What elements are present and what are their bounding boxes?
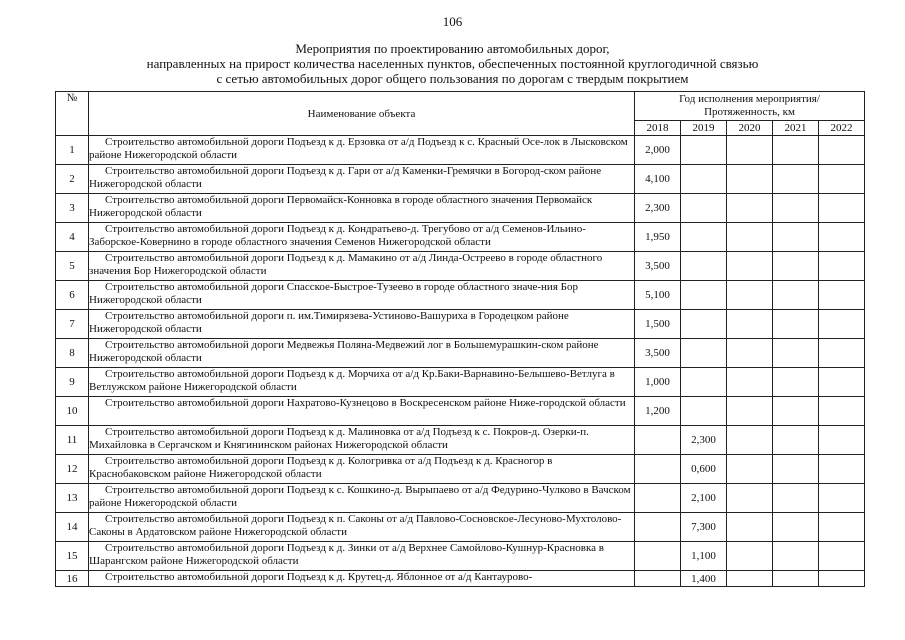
row-year-value: [773, 513, 819, 542]
row-year-value: [635, 455, 681, 484]
row-year-value: 3,500: [635, 339, 681, 368]
table-row: [56, 368, 865, 397]
header-object-name: Наименование объекта: [89, 92, 635, 136]
table-row: [56, 426, 865, 455]
row-year-value: 2,300: [681, 426, 727, 455]
row-year-value: 5,100: [635, 281, 681, 310]
row-year-value: [727, 281, 773, 310]
row-year-value: [727, 165, 773, 194]
row-object-name: Строительство автомобильной дороги Подъезд к д. Ерзовка от а/д Подъезд к с. Красный Осе-лок в Лысковском районе Нижегородской области: [89, 136, 635, 165]
row-year-value: [773, 571, 819, 587]
row-year-value: [635, 426, 681, 455]
table-row: [56, 542, 865, 571]
row-year-value: [727, 339, 773, 368]
row-year-value: [819, 339, 865, 368]
row-number: 1: [56, 136, 89, 165]
row-year-value: [727, 513, 773, 542]
row-number: 14: [56, 513, 89, 542]
row-year-value: [681, 252, 727, 281]
row-year-value: [727, 397, 773, 426]
row-number: 15: [56, 542, 89, 571]
row-number: 9: [56, 368, 89, 397]
row-year-value: [681, 339, 727, 368]
row-year-value: [727, 252, 773, 281]
row-year-value: [773, 252, 819, 281]
row-object-name: Строительство автомобильной дороги Спасское-Быстрое-Тузеево в городе областного значе-ния Бор Нижегородской области: [89, 281, 635, 310]
row-year-value: [819, 136, 865, 165]
row-year-value: 1,200: [635, 397, 681, 426]
row-number: 12: [56, 455, 89, 484]
row-year-value: [681, 397, 727, 426]
row-year-value: [819, 571, 865, 587]
row-year-value: [681, 281, 727, 310]
table-row: [56, 136, 865, 165]
row-object-name: Строительство автомобильной дороги Подъезд к д. Кологривка от а/д Подъезд к д. Красногор в Краснобаковском районе Нижегородской области: [89, 455, 635, 484]
row-year-value: [727, 542, 773, 571]
roads-table: [55, 91, 865, 587]
row-year-value: [681, 165, 727, 194]
row-object-name: Строительство автомобильной дороги Подъезд к д. Малиновка от а/д Подъезд к с. Покров-д. Озерки-п. Михайловка в Сергачском и Княгининском районах Нижегородской области: [89, 426, 635, 455]
row-year-value: [819, 484, 865, 513]
row-year-value: [819, 281, 865, 310]
title-line-2: направленных на прирост количества населенных пунктов, обеспеченных постоянной круглогодичной связью: [146, 56, 759, 71]
row-year-value: [727, 136, 773, 165]
row-number: 7: [56, 310, 89, 339]
header-year-line-1: Год исполнения мероприятия/: [679, 93, 820, 105]
row-object-name: Строительство автомобильной дороги Подъезд к п. Саконы от а/д Павлово-Сосновское-Лесуново-Мухтолово-Саконы в Ардатовском районе Нижегородской области: [89, 513, 635, 542]
row-year-value: [635, 542, 681, 571]
row-year-value: [727, 223, 773, 252]
row-year-value: [727, 426, 773, 455]
table-row: [56, 397, 865, 426]
row-year-value: [819, 542, 865, 571]
row-year-value: [819, 223, 865, 252]
row-year-value: [773, 339, 819, 368]
row-year-value: [727, 571, 773, 587]
row-number: 5: [56, 252, 89, 281]
page-number: 106: [442, 14, 463, 29]
row-year-value: [727, 310, 773, 339]
row-number: 2: [56, 165, 89, 194]
table-row: [56, 281, 865, 310]
row-object-name: Строительство автомобильной дороги Подъезд к с. Кошкино-д. Вырыпаево от а/д Федурино-Чулково в Вачском районе Нижегородской области: [89, 484, 635, 513]
row-year-value: [727, 484, 773, 513]
row-year-value: [773, 484, 819, 513]
table-row: [56, 194, 865, 223]
row-object-name: Строительство автомобильной дороги Подъезд к д. Кондратьево-д. Трегубово от а/д Семенов-Ильино-Заборское-Ковернино в городе областного значения Семенов Нижегородской области: [89, 223, 635, 252]
row-year-value: [819, 252, 865, 281]
header-year: 2021: [773, 121, 819, 136]
row-year-value: [773, 310, 819, 339]
row-year-value: [819, 426, 865, 455]
row-year-value: [727, 194, 773, 223]
row-object-name: Строительство автомобильной дороги Подъезд к д. Морчиха от а/д Кр.Баки-Варнавино-Белышево-Ветлуга в Ветлужском районе Нижегородской области: [89, 368, 635, 397]
row-year-value: [773, 223, 819, 252]
row-year-value: [773, 455, 819, 484]
row-object-name: Строительство автомобильной дороги Подъезд к д. Крутец-д. Яблонное от а/д Кантаурово-: [89, 571, 635, 587]
header-year: 2019: [681, 121, 727, 136]
row-number: 13: [56, 484, 89, 513]
row-year-value: 3,500: [635, 252, 681, 281]
header-year: 2022: [819, 121, 865, 136]
row-object-name: Строительство автомобильной дороги Медвежья Поляна-Медвежий лог в Большемурашкин-ском районе Нижегородской области: [89, 339, 635, 368]
title-line-1: Мероприятия по проектированию автомобильных дорог,: [295, 41, 610, 56]
row-object-name: Строительство автомобильной дороги Подъезд к д. Мамакино от а/д Линда-Остреево в городе областного значения Бор Нижегородской области: [89, 252, 635, 281]
row-number: 8: [56, 339, 89, 368]
table-row: [56, 484, 865, 513]
row-year-value: 2,300: [635, 194, 681, 223]
table-row: [56, 339, 865, 368]
row-number: 11: [56, 426, 89, 455]
row-year-value: [773, 426, 819, 455]
row-year-value: 1,950: [635, 223, 681, 252]
header-year-line-2: Протяженность, км: [704, 106, 795, 118]
row-object-name: Строительство автомобильной дороги п. им.Тимирязева-Устиново-Вашуриха в Городецком районе Нижегородской области: [89, 310, 635, 339]
row-object-name: Строительство автомобильной дороги Первомайск-Конновка в городе областного значения Первомайск Нижегородской области: [89, 194, 635, 223]
row-year-value: [819, 165, 865, 194]
row-object-name: Строительство автомобильной дороги Нахратово-Кузнецово в Воскресенском районе Ниже-городской области: [89, 397, 635, 426]
table-row: [56, 165, 865, 194]
row-year-value: [681, 194, 727, 223]
row-year-value: [819, 455, 865, 484]
row-year-value: [635, 484, 681, 513]
table-row: [56, 252, 865, 281]
row-year-value: [773, 165, 819, 194]
row-year-value: [635, 513, 681, 542]
row-year-value: [819, 194, 865, 223]
row-object-name: Строительство автомобильной дороги Подъезд к д. Гари от а/д Каменки-Гремячки в Богород-ском районе Нижегородской области: [89, 165, 635, 194]
row-year-value: 1,400: [681, 571, 727, 587]
header-number: №: [56, 92, 89, 136]
row-year-value: 0,600: [681, 455, 727, 484]
title-line-3: с сетью автомобильных дорог общего пользования по дорогам с твердым покрытием: [216, 71, 689, 86]
table-row: [56, 455, 865, 484]
row-number: 4: [56, 223, 89, 252]
row-year-value: [819, 513, 865, 542]
row-year-value: [635, 571, 681, 587]
table-row: [56, 571, 865, 587]
table-row: [56, 223, 865, 252]
row-year-value: [819, 397, 865, 426]
table-row: [56, 513, 865, 542]
row-year-value: [681, 310, 727, 339]
row-number: 10: [56, 397, 89, 426]
row-year-value: [773, 397, 819, 426]
row-year-value: 1,100: [681, 542, 727, 571]
row-number: 16: [56, 571, 89, 587]
row-year-value: [681, 136, 727, 165]
row-year-value: [773, 194, 819, 223]
table-body: [56, 136, 865, 587]
row-year-value: [727, 455, 773, 484]
row-year-value: 2,100: [681, 484, 727, 513]
row-year-value: [681, 368, 727, 397]
row-year-value: [819, 368, 865, 397]
row-year-value: 2,000: [635, 136, 681, 165]
header-year-length: [635, 92, 865, 121]
document-title: [0, 41, 905, 86]
row-year-value: [773, 136, 819, 165]
row-year-value: 1,000: [635, 368, 681, 397]
row-year-value: [773, 542, 819, 571]
row-year-value: [773, 281, 819, 310]
row-year-value: [681, 223, 727, 252]
row-year-value: 1,500: [635, 310, 681, 339]
row-number: 6: [56, 281, 89, 310]
header-year: 2020: [727, 121, 773, 136]
row-year-value: [819, 310, 865, 339]
row-number: 3: [56, 194, 89, 223]
row-year-value: [727, 368, 773, 397]
row-year-value: [773, 368, 819, 397]
table-row: [56, 310, 865, 339]
row-year-value: 4,100: [635, 165, 681, 194]
row-object-name: Строительство автомобильной дороги Подъезд к д. Зинки от а/д Верхнее Самойлово-Кушнур-Красновка в Шарангском районе Нижегородской области: [89, 542, 635, 571]
row-year-value: 7,300: [681, 513, 727, 542]
header-year: 2018: [635, 121, 681, 136]
